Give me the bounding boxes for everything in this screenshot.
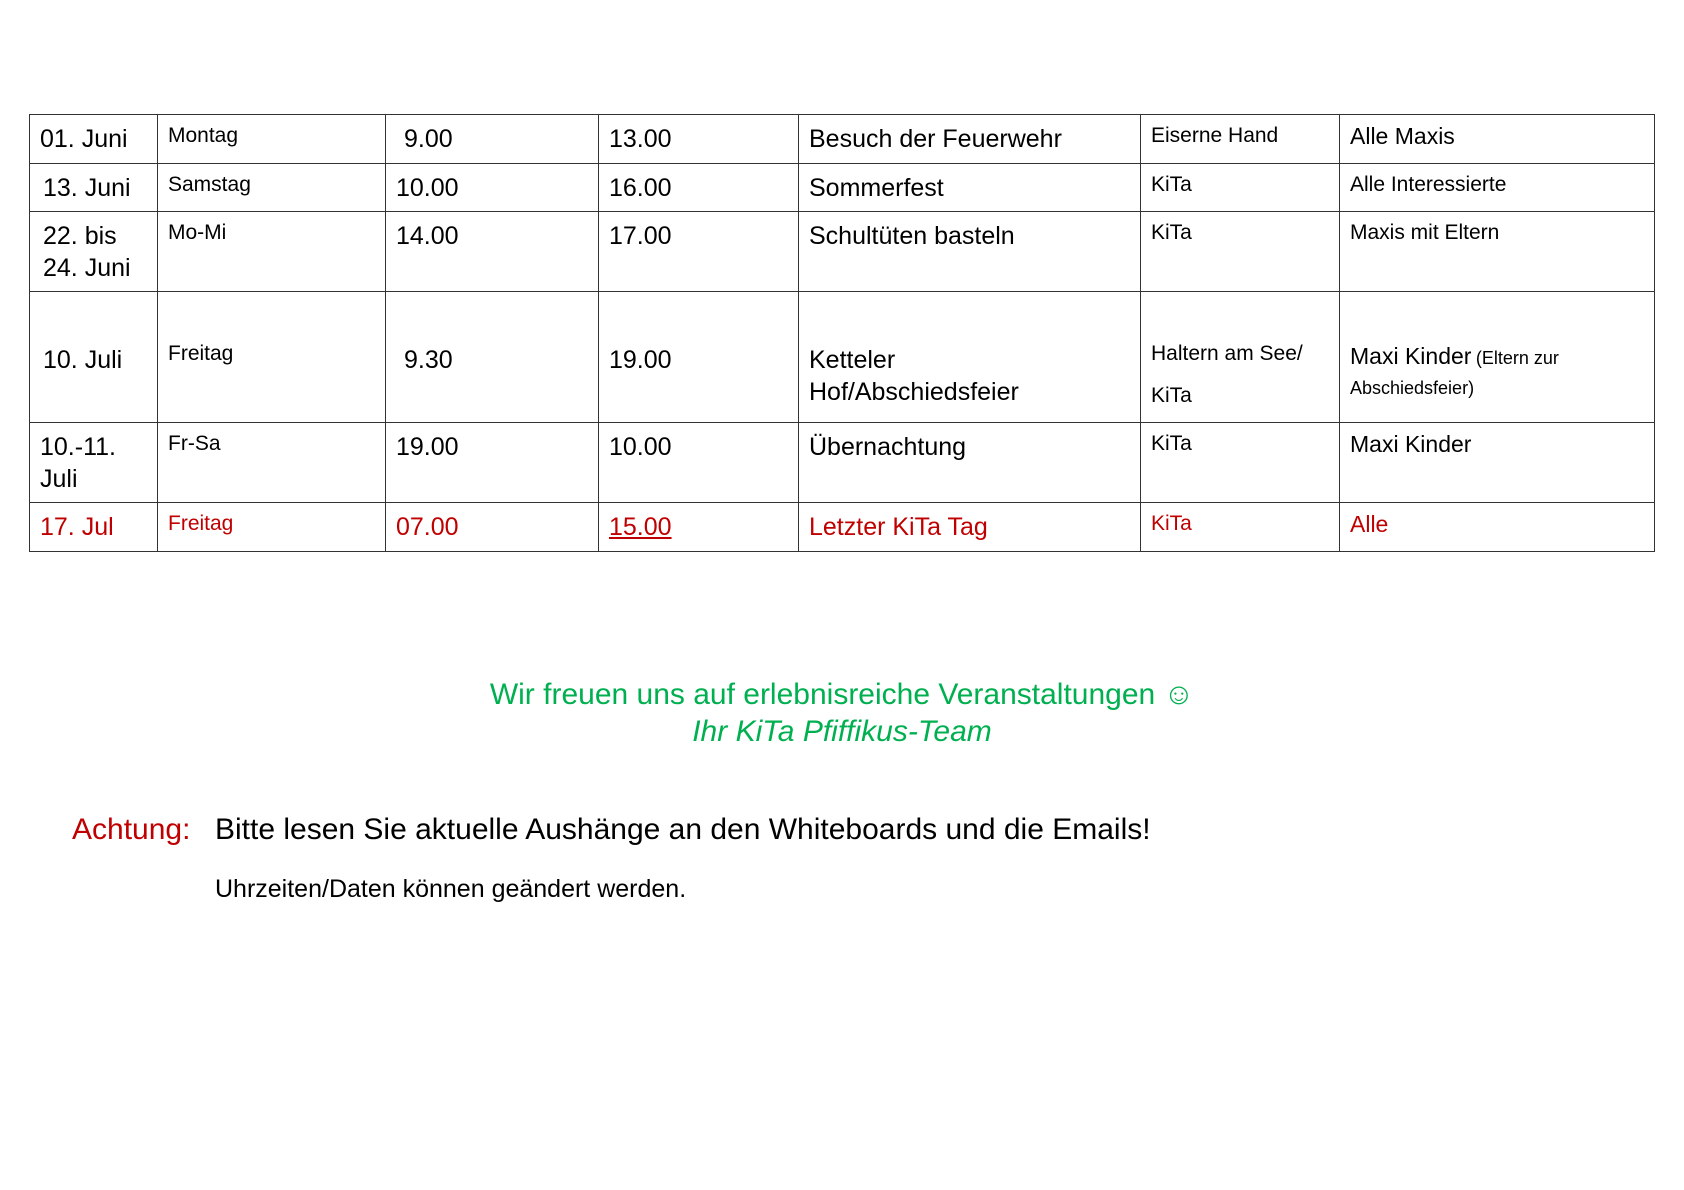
date-cell: 10. Juli (30, 292, 158, 423)
signature-text: Ihr KiTa Pfiffikus-Team (692, 715, 992, 748)
participants-cell: Maxi Kinder (1340, 423, 1655, 503)
participants-cell: Alle Maxis (1340, 115, 1655, 164)
start-time-cell: 14.00 (386, 212, 599, 292)
event-cell: Schultüten basteln (799, 212, 1141, 292)
day-cell: Montag (158, 115, 386, 164)
participants-cell: Alle Interessierte (1340, 164, 1655, 212)
event-cell: Besuch der Feuerwehr (799, 115, 1141, 164)
table-row (30, 212, 1655, 292)
location-cell: KiTa (1141, 212, 1340, 292)
table-row (30, 423, 1655, 503)
location-cell: KiTa (1141, 503, 1340, 552)
date-cell: 22. bis 24. Juni (30, 212, 158, 292)
greeting-text: Wir freuen uns auf erlebnisreiche Veranstaltungen ☺ (489, 678, 1195, 711)
location-line: Haltern am See/ (1151, 342, 1303, 365)
event-cell: Letzter KiTa Tag (799, 503, 1141, 552)
end-time-cell: 16.00 (599, 164, 799, 212)
start-time-cell: 10.00 (386, 164, 599, 212)
date-cell: 13. Juni (30, 164, 158, 212)
schedule-table (29, 114, 1655, 552)
end-time-cell: 15.00 (599, 503, 799, 552)
start-time-cell: 9.30 (386, 292, 599, 423)
start-time-cell: 07.00 (386, 503, 599, 552)
table-row (30, 115, 1655, 164)
participants-cell: Alle (1340, 503, 1655, 552)
table-row (30, 164, 1655, 212)
date-cell: 01. Juni (30, 115, 158, 164)
day-cell: Fr-Sa (158, 423, 386, 503)
table-row (30, 503, 1655, 552)
change-note: Uhrzeiten/Daten können geändert werden. (215, 875, 687, 903)
location-line: KiTa (1151, 384, 1192, 407)
location-cell: KiTa (1141, 164, 1340, 212)
end-time-cell: 10.00 (599, 423, 799, 503)
location-cell (1141, 292, 1340, 423)
day-cell: Samstag (158, 164, 386, 212)
day-cell: Freitag (158, 292, 386, 423)
end-time-cell: 19.00 (599, 292, 799, 423)
end-time-cell: 13.00 (599, 115, 799, 164)
start-time-cell: 9.00 (386, 115, 599, 164)
event-cell: Sommerfest (799, 164, 1141, 212)
notice-text: Bitte lesen Sie aktuelle Aushänge an den Whiteboards und die Emails! (215, 813, 1151, 846)
participants-note: (Eltern zur Abschiedsfeier) (1350, 348, 1559, 398)
start-time-cell: 19.00 (386, 423, 599, 503)
location-cell: KiTa (1141, 423, 1340, 503)
date-cell: 17. Jul (30, 503, 158, 552)
day-cell: Mo-Mi (158, 212, 386, 292)
table-row (30, 292, 1655, 423)
location-cell: Eiserne Hand (1141, 115, 1340, 164)
end-time-cell: 17.00 (599, 212, 799, 292)
event-cell: Übernachtung (799, 423, 1141, 503)
event-cell: Ketteler Hof/Abschiedsfeier (799, 292, 1141, 423)
participants-cell (1340, 292, 1655, 423)
notice-label: Achtung: (72, 813, 191, 846)
participants-cell: Maxis mit Eltern (1340, 212, 1655, 292)
participants-label: Maxi Kinder (1350, 343, 1472, 369)
date-cell: 10.-11. Juli (30, 423, 158, 503)
day-cell: Freitag (158, 503, 386, 552)
